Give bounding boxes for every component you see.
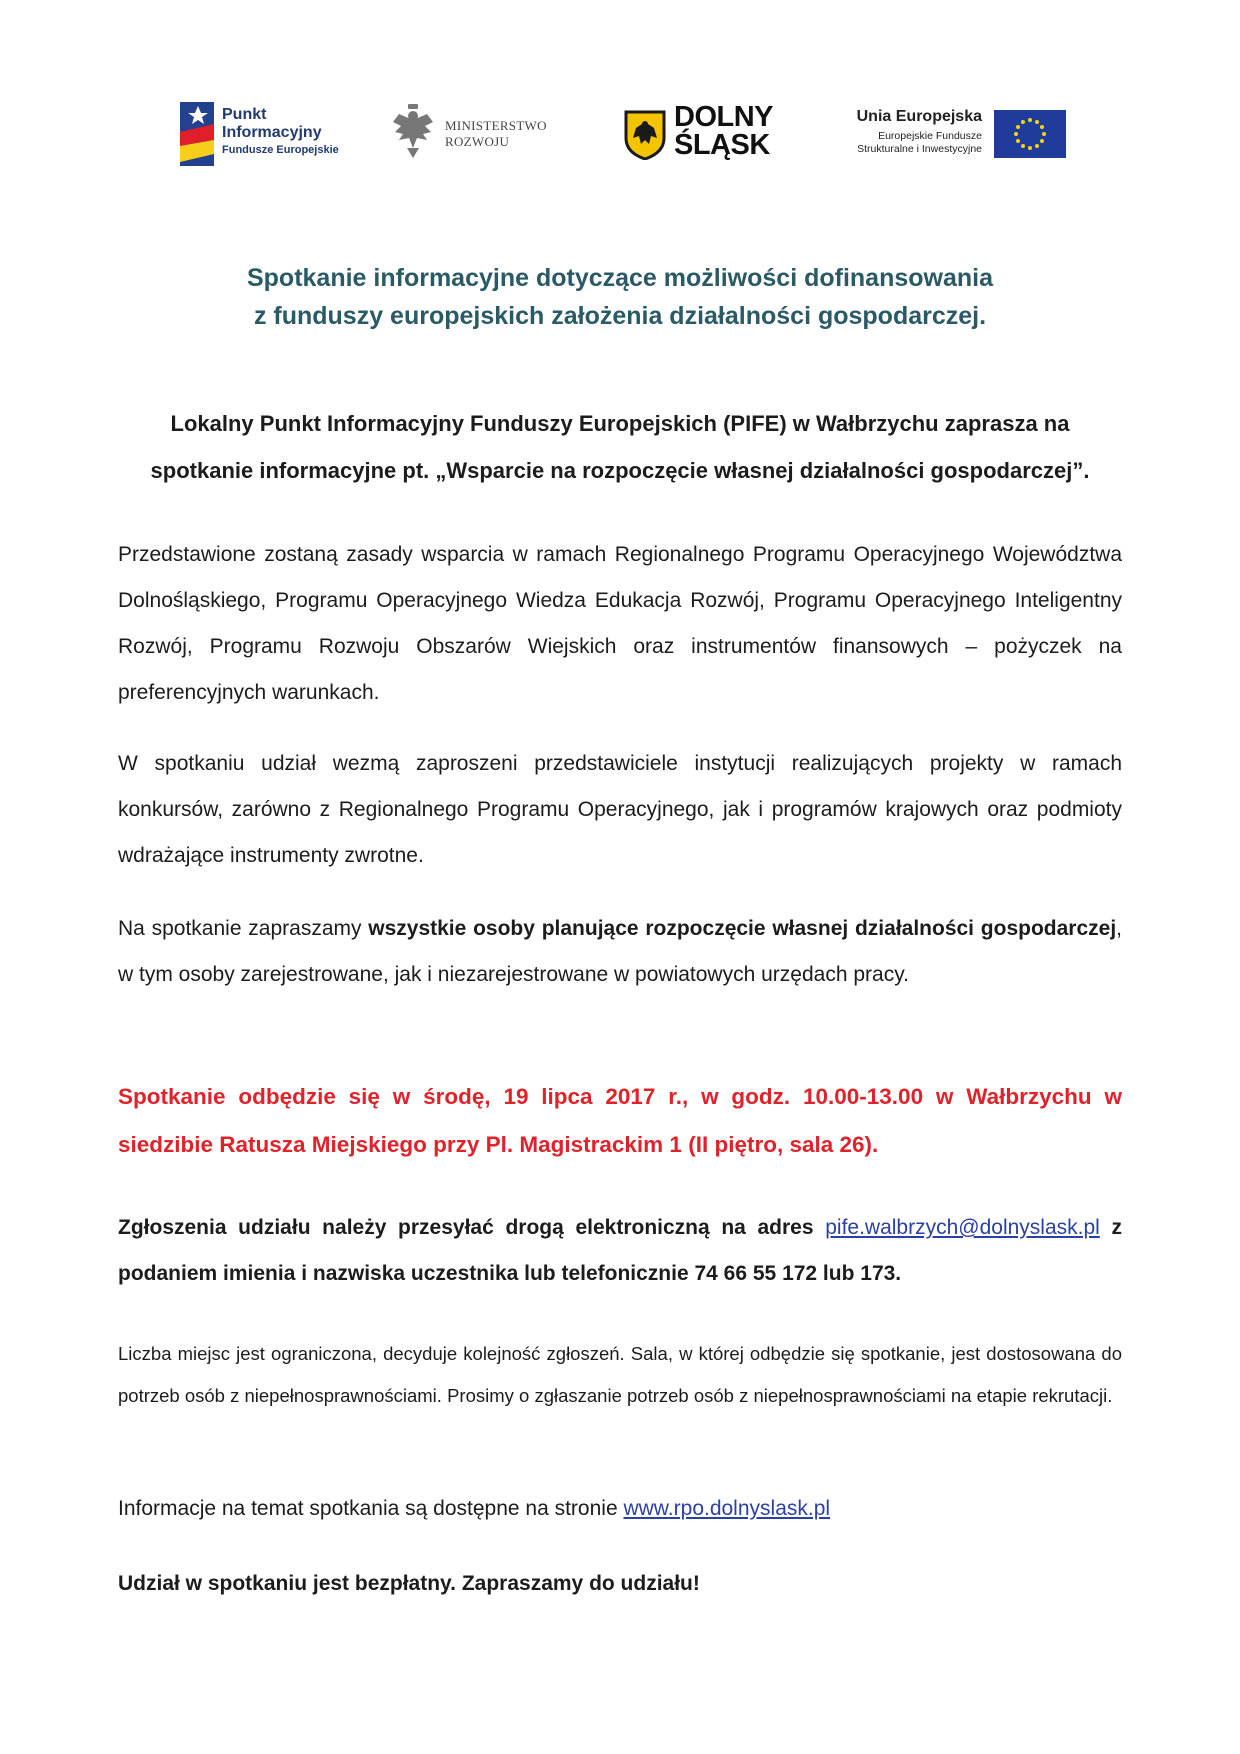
- pife-logo-line2: Informacyjny: [222, 124, 322, 141]
- intro-line1: Lokalny Punkt Informacyjny Funduszy Europejskich (PIFE) w Wałbrzychu zaprasza na: [170, 411, 1070, 436]
- ministry-logo: [391, 98, 551, 168]
- intro-line2: spotkanie informacyjne pt. „Wsparcie na rozpoczęcie własnej działalności gospodarczej”.: [150, 458, 1090, 483]
- region-logo-line1: DOLNY: [674, 101, 773, 133]
- pife-logo-line1: Punkt: [222, 106, 267, 123]
- ministry-logo-line2: ROZWOJU: [445, 134, 510, 149]
- paragraph-limits: Liczba miejsc jest ograniczona, decyduje kolejność zgłoszeń. Sala, w której odbędzie się spotkanie, jest dostosowana do potrzeb osób z niepełnosprawnościami. Prosimy o zgłaszanie potrzeb osób z niepełnosprawnościami na etapie rekrutacji.: [118, 1343, 1122, 1406]
- logo-bar: [176, 98, 1066, 168]
- title-line1: Spotkanie informacyjne dotyczące możliwości dofinansowania: [246, 264, 993, 292]
- region-logo: [622, 98, 782, 168]
- eu-flag-icon: [994, 110, 1066, 158]
- ministry-logo-line1: MINISTERSTWO: [445, 118, 547, 133]
- region-logo-line2: ŚLĄSK: [674, 129, 770, 161]
- title-line2: z funduszy europejskich założenia działalności gospodarczej.: [253, 302, 987, 330]
- paragraph-programs: Przedstawione zostaną zasady wsparcia w ramach Regionalnego Programu Operacyjnego Województwa Dolnośląskiego, Programu Operacyjnego Wiedza Edukacja Rozwój, Programu Operacyjnego Inteligentny Rozwój, Programu Rozwoju Obszarów Wiejskich oraz instrumentów finansowych – pożyczek na preferencyjnych warunkach.: [118, 543, 1122, 704]
- eagle-emblem-icon: [391, 104, 435, 160]
- paragraph-info: [118, 1486, 1122, 1532]
- paragraph-audience: [118, 906, 1122, 998]
- intro-heading: [118, 400, 1122, 494]
- paragraph-registration: [118, 1205, 1122, 1297]
- pife-flag-icon: [180, 102, 216, 166]
- closing-line: Udział w spotkaniu jest bezpłatny. Zapraszamy do udziału!: [118, 1572, 700, 1595]
- pife-logo-line3: Fundusze Europejskie: [222, 144, 339, 156]
- document-title: [180, 259, 1060, 335]
- info-text: Informacje na temat spotkania są dostępne na stronie: [118, 1497, 624, 1520]
- registration-text-a: Zgłoszenia udziału należy przesyłać drogą elektroniczną na adres: [118, 1216, 826, 1239]
- eu-logo: [826, 98, 1066, 168]
- event-details: Spotkanie odbędzie się w środę, 19 lipca 2017 r., w godz. 10.00-13.00 w Wałbrzychu w siedzibie Ratusza Miejskiego przy Pl. Magistrackim 1 (II piętro, sala 26).: [118, 1084, 1122, 1157]
- paragraph-participants: W spotkaniu udział wezmą zaproszeni przedstawiciele instytucji realizujących projekty w ramach konkursów, zarówno z Regionalnego Programu Operacyjnego, jak i programów krajowych oraz podmioty wdrażające instrumenty zwrotne.: [118, 752, 1122, 867]
- registration-text-b: z podaniem imienia i nazwiska uczestnika lub telefonicznie 74 66 55 172 lub 173.: [118, 1216, 1122, 1285]
- audience-text-a: Na spotkanie zapraszamy: [118, 917, 369, 940]
- eu-logo-line1: Unia Europejska: [856, 108, 982, 125]
- region-shield-icon: [624, 110, 666, 160]
- pife-logo: [176, 98, 346, 168]
- eu-logo-line3: Strukturalne i Inwestycyjne: [857, 143, 982, 155]
- registration-email-link[interactable]: pife.walbrzych@dolnyslask.pl: [825, 1216, 1100, 1239]
- eu-logo-line2: Europejskie Fundusze: [878, 130, 982, 142]
- audience-highlight: wszystkie osoby planujące rozpoczęcie własnej działalności gospodarczej: [368, 917, 1117, 940]
- audience-text-b: , w tym osoby zarejestrowane, jak i niezarejestrowane w powiatowych urzędach pracy.: [118, 917, 1122, 986]
- website-link[interactable]: www.rpo.dolnyslask.pl: [623, 1497, 831, 1520]
